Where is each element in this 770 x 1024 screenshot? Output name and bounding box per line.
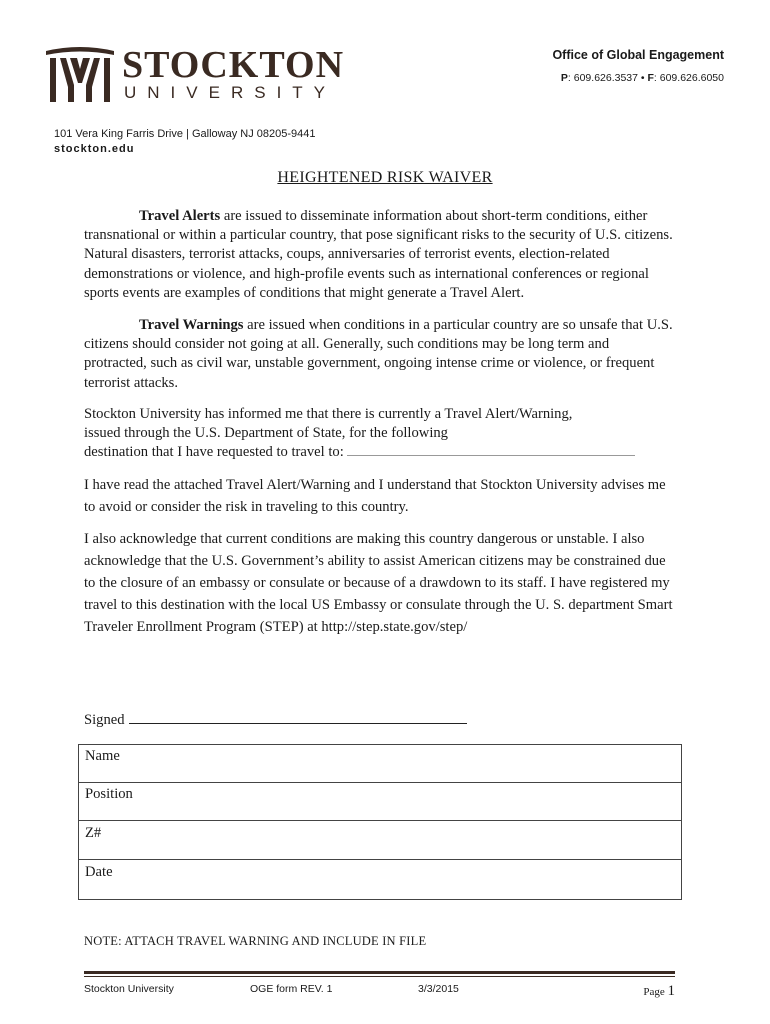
conditions-paragraph: I also acknowledge that current conditions are making this country dangerous or unstable. I also acknowledge that the U.S. Government’s ability to assist American citizens may be constrained due to the closure of an embassy or consulate or because of a drawdown to its staff. I have registered my travel to this destination with the local US Embassy or consulate through the U. S. department Smart Traveler Enrollment Program (STEP) at http://step.state.gov/step/ bbox=[84, 531, 673, 635]
footer-form-id: OGE form REV. 1 bbox=[250, 983, 333, 995]
destination-line-2: issued through the U.S. Department of State, for the following bbox=[84, 425, 448, 442]
position-label: Position bbox=[85, 786, 133, 802]
stockton-logo bbox=[44, 44, 345, 103]
name-field[interactable] bbox=[79, 745, 681, 783]
street-address: 101 Vera King Farris Drive | Galloway NJ 08205-9441 bbox=[54, 128, 316, 140]
name-label: Name bbox=[85, 748, 120, 764]
travel-warnings-text: are issued when conditions in a particular country are so unsafe that U.S. citizens should consider not going at all. Generally, such conditions may be long term and protracted, such as civil war, unstable government, ongoing intense crime or violence, or frequent terrorist attacks. bbox=[84, 317, 673, 391]
travel-alerts-term: Travel Alerts bbox=[139, 208, 221, 224]
page-label: Page bbox=[643, 986, 668, 998]
destination-line-1: Stockton University has informed me that there is currently a Travel Alert/Warning, bbox=[84, 405, 573, 422]
footer-rule-thin bbox=[84, 976, 675, 977]
position-field[interactable] bbox=[79, 783, 681, 821]
document-title: HEIGHTENED RISK WAIVER bbox=[277, 169, 493, 186]
acknowledgement-paragraph: I have read the attached Travel Alert/Warning and I understand that Stockton University advises me to avoid or consider the risk in traveling to this country. bbox=[84, 477, 666, 516]
destination-line-3: destination that I have requested to travel to: bbox=[84, 444, 348, 461]
signed-label: Signed bbox=[84, 712, 125, 728]
travel-warnings-term: Travel Warnings bbox=[139, 317, 244, 334]
footer-org: Stockton University bbox=[84, 983, 174, 995]
page-number: 1 bbox=[667, 983, 675, 999]
phone-label: P bbox=[560, 72, 568, 84]
destination-paragraph bbox=[84, 405, 674, 463]
signature-row bbox=[84, 709, 467, 729]
date-label: Date bbox=[85, 864, 113, 880]
z-number-label: Z# bbox=[85, 825, 102, 841]
footer-page bbox=[620, 983, 675, 1000]
logo-wordmark: STOCKTON bbox=[122, 44, 345, 86]
document-body bbox=[84, 207, 674, 638]
footer-date: 3/3/2015 bbox=[418, 983, 459, 995]
fax-label: F bbox=[647, 72, 654, 84]
signature-input[interactable] bbox=[129, 709, 467, 724]
travel-alerts-paragraph bbox=[84, 207, 674, 303]
fax-number: : 609.626.6050 bbox=[653, 72, 724, 84]
office-contact bbox=[552, 48, 724, 84]
destination-input[interactable] bbox=[347, 443, 635, 456]
address-block bbox=[54, 127, 316, 157]
website: stockton.edu bbox=[54, 143, 135, 155]
contact-line bbox=[552, 72, 724, 84]
filing-note: NOTE: ATTACH TRAVEL WARNING AND INCLUDE IN FILE bbox=[84, 934, 427, 948]
info-fields-table bbox=[78, 744, 682, 900]
z-number-field[interactable] bbox=[79, 822, 681, 860]
footer-rule-thick bbox=[84, 971, 675, 974]
office-name: Office of Global Engagement bbox=[552, 48, 724, 62]
stockton-tower-emblem-icon bbox=[44, 45, 116, 103]
travel-alerts-text: are issued to disseminate information about short-term conditions, either transnational or within a particular country, that pose significant risks to the security of U.S. citizens. Natural disasters, terrorist attacks, coups, anniversaries of terrorist events, election-related demonstrations or violence, and high-profile events such as international conferences or regional sports events are examples of conditions that might generate a Travel Alert. bbox=[84, 208, 673, 301]
phone-number: : 609.626.3537 • bbox=[567, 72, 648, 84]
date-field[interactable] bbox=[79, 861, 681, 899]
travel-warnings-paragraph bbox=[84, 316, 674, 393]
logo-subtitle: UNIVERSITY bbox=[124, 83, 337, 102]
